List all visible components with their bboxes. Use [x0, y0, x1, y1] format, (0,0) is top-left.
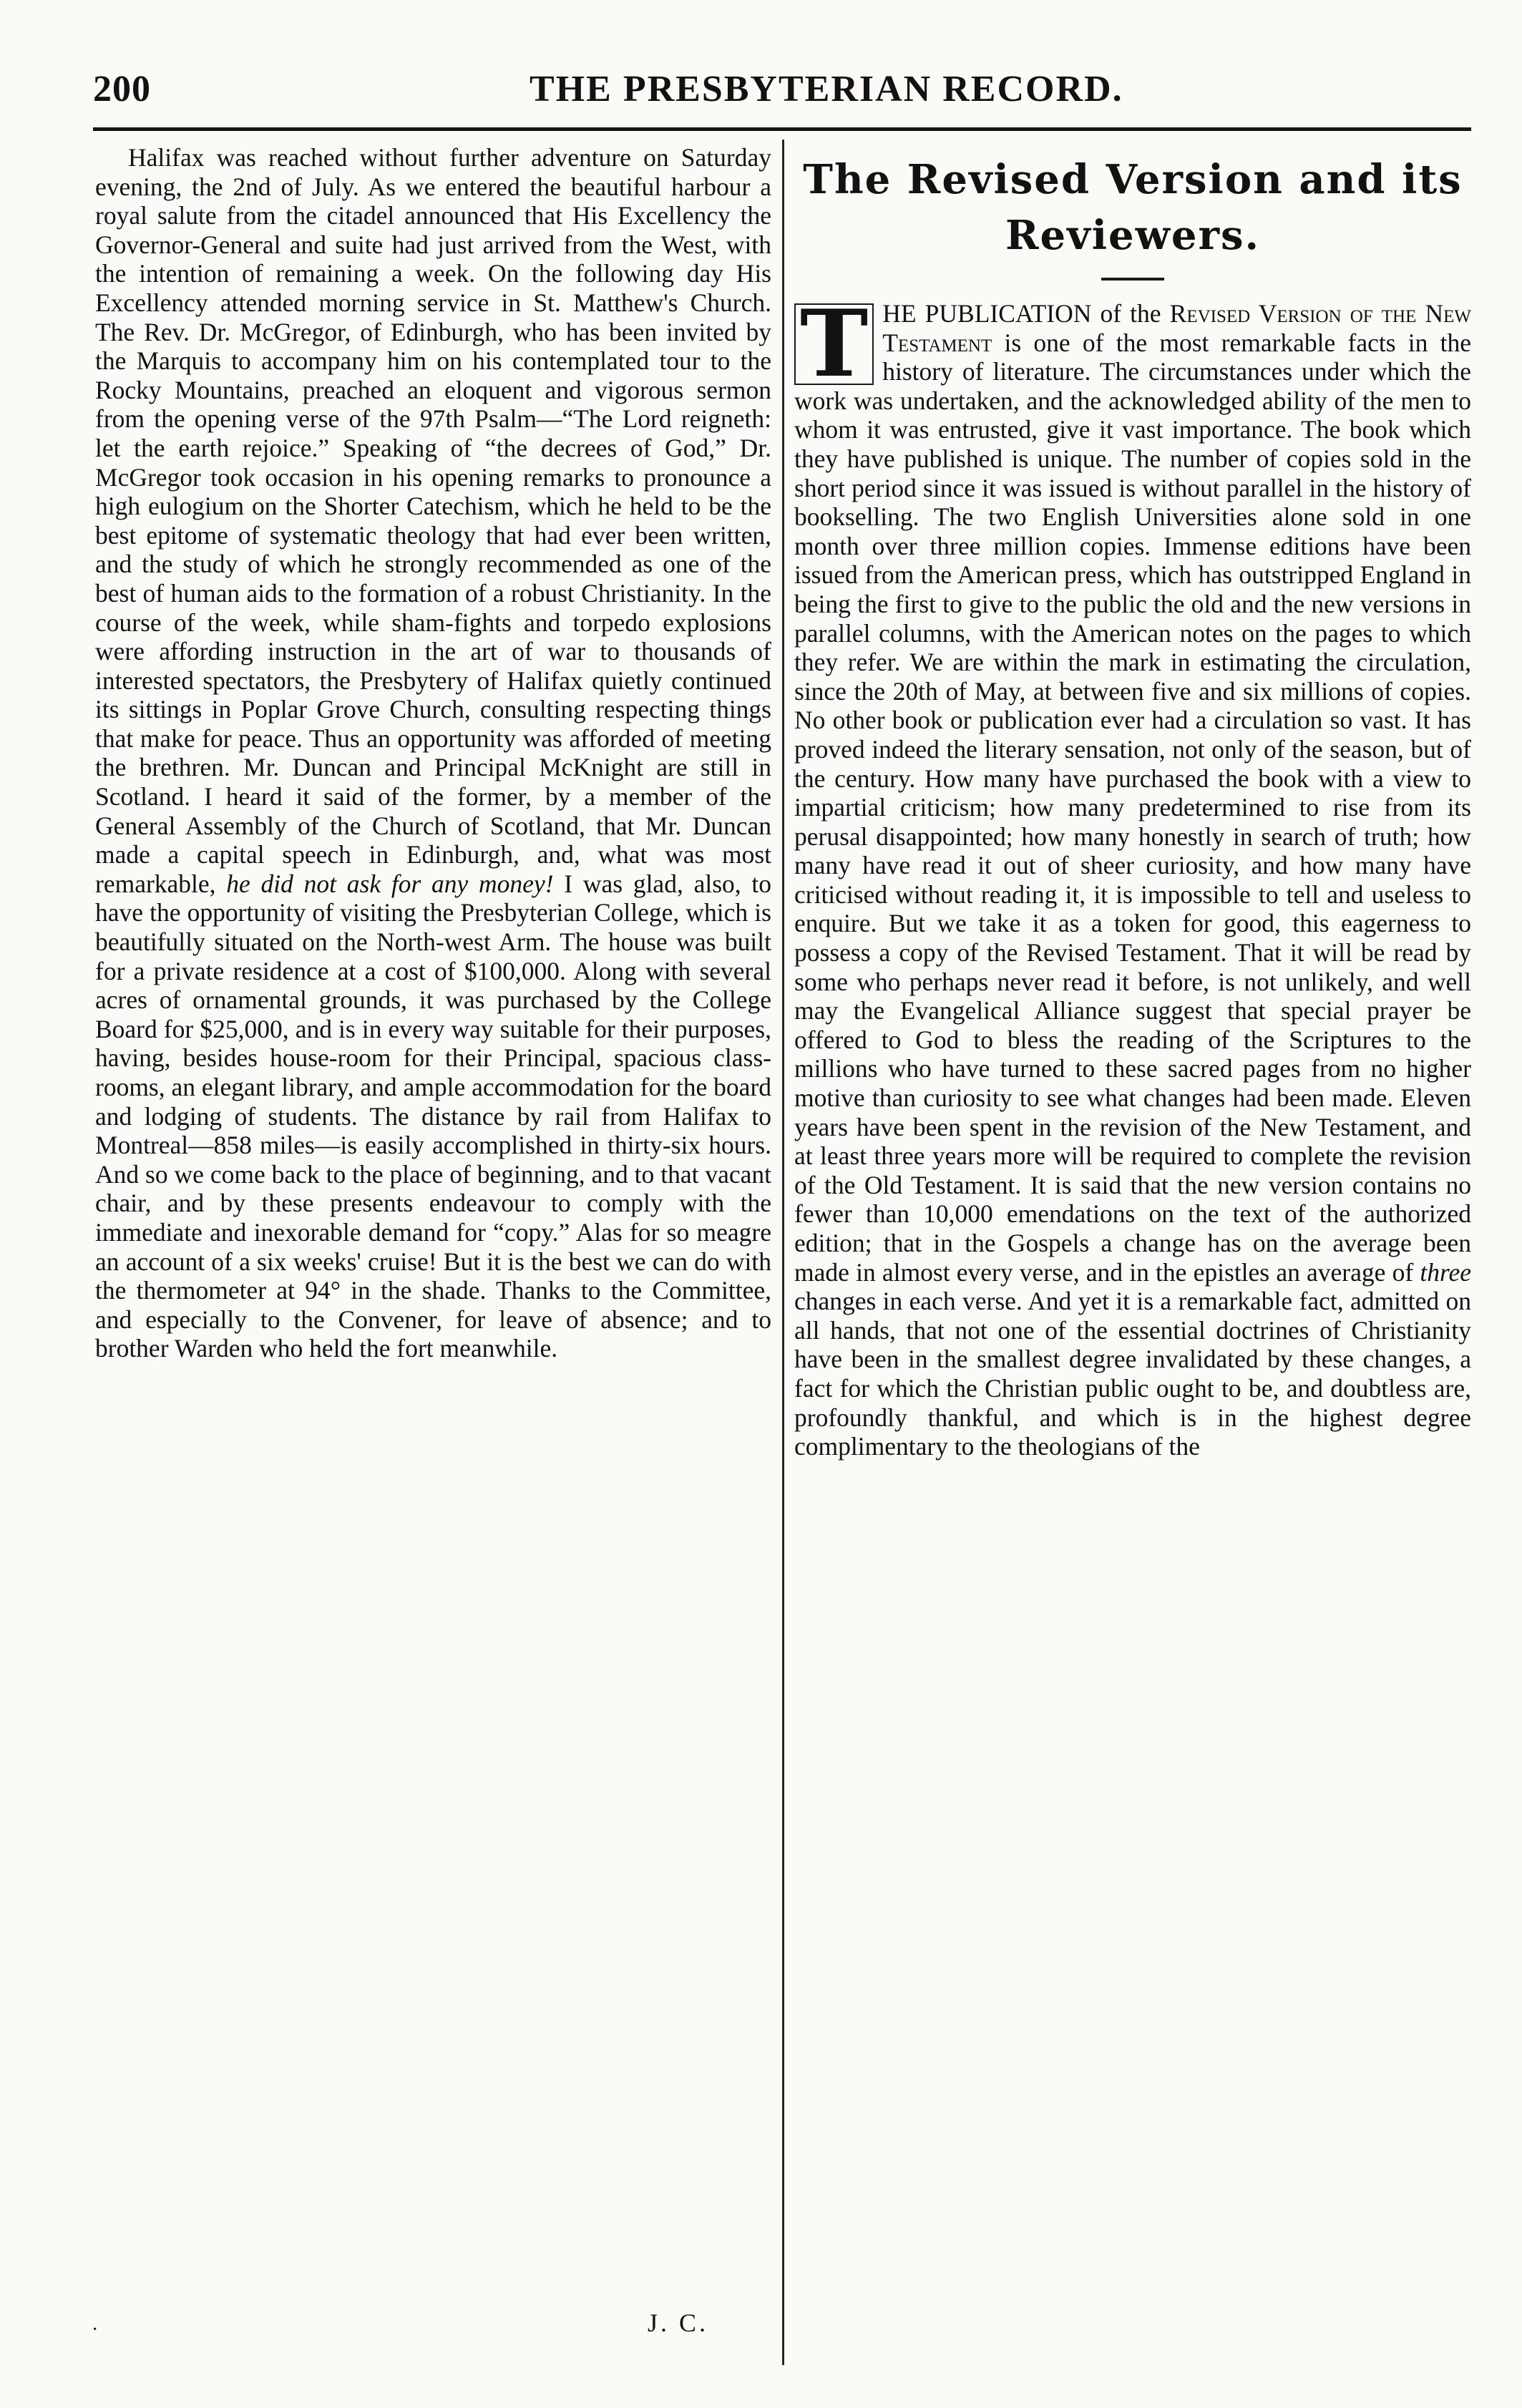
- paragraph-emphasis: he did not ask for any money!: [226, 869, 554, 898]
- lead-caps: HE PUBLICATION: [882, 299, 1092, 328]
- paragraph-text-part1: Halifax was reached without further adventure on Saturday evening, the 2nd of July. As we entered the beautiful harbour a royal salute from the citadel announced that His Excellency the Governor-General and suite had just arrived from the West, with the intention of remaining a week. On the following day His Excellency attended morning service in St. Matthew's Church. The Rev. Dr. McGregor, of Edinburgh, who has been invited by the Marquis to accompany him on his contemplated tour to the Rocky Mountains, preached an eloquent and vigorous sermon from the opening verse of the 97th Psalm—“The Lord reigneth: let the earth rejoice.” Speaking of “the decrees of God,” Dr. McGregor took occasion in his opening remarks to pronounce a high eulogium on the Shorter Catechism, which he held to be the best epitome of systematic theology that had ever been written, and the study of which he strongly recommended as one of the best of human aids to the formation of a robust Christianity. In the course of the week, while sham-fights and torpedo explosions were affording instruction in the art of war to thousands of interested spectators, the Presbytery of Halifax quietly continued its sittings in Poplar Grove Church, consulting respecting things that make for peace. Thus an opportunity was afforded of meeting the brethren. Mr. Duncan and Principal McKnight are still in Scotland. I heard it said of the former, by a member of the General Assembly of the Church of Scotland, that Mr. Duncan made a capital speech in Edinburgh, and, what was most remarkable,: [95, 143, 771, 898]
- article-emphasis: three: [1420, 1257, 1471, 1287]
- header-rule: [93, 127, 1471, 131]
- left-column: [95, 143, 771, 1363]
- title-rule: [1101, 278, 1164, 281]
- article-title: [794, 152, 1471, 263]
- page-header: [93, 68, 1467, 118]
- margin-dot: ·: [92, 2319, 99, 2341]
- lead-of-the: of the: [1091, 299, 1170, 328]
- right-column: [794, 152, 1471, 1461]
- article-title-line2: Reviewers.: [1005, 212, 1260, 259]
- article-body: [794, 291, 1471, 1461]
- author-signature: J. C.: [648, 2309, 709, 2337]
- lead-smallcaps: Revised Version of the New Testament: [882, 299, 1471, 357]
- article-title-line1: The Revised Version and its: [803, 156, 1463, 203]
- running-title: THE PRESBYTERIAN RECORD.: [530, 69, 1123, 109]
- column-divider: [782, 140, 784, 2365]
- article-body-end: changes in each verse. And yet it is a remarkable fact, admitted on all hands, that not one of the essential doctrines of Christianity have been in the smallest degree invalidated by these changes, a fact for which the Christian public ought to be, and doubtless are, profoundly thankful, and which is in the highest degree complimentary to the theologians of the: [794, 1287, 1471, 1461]
- paragraph-text-part2: I was glad, also, to have the opportunity of visiting the Presbyterian College, which is beautifully situated on the North-west Arm. The house was built for a private residence at a cost of $100,000. Along with several acres of ornamental grounds, it was purchased by the College Board for $25,000, and is in every way suitable for their purposes, having, besides house-room for their Principal, spacious class-rooms, an elegant library, and ample accommodation for the board and lodging of students. The distance by rail from Halifax to Montreal—858 miles—is easily accomplished in thirty-six hours. And so we come back to the place of beginning, and to that vacant chair, and by these presents endeavour to comply with the immediate and inexorable demand for “copy.” Alas for so meagre an account of a six weeks' cruise! But it is the best we can do with the thermometer at 94° in the shade. Thanks to the Committee, and especially to the Convener, for leave of absence; and to brother Warden who held the fort meanwhile.: [95, 869, 772, 1363]
- left-column-paragraph: [95, 143, 771, 1363]
- dropcap-letter: T: [794, 303, 874, 385]
- article-body-text: is one of the most remarkable facts in the history of literature. The circumstances under which the work was undertaken, and the acknowledged ability of the men to whom it was entrusted, give it vast importance. The book which they have published is unique. The number of copies sold in the short period since it was issued is without parallel in the history of bookselling. The two English Universities alone sold in one month over three million copies. Immense editions have been issued from the American press, which has outstripped England in being the first to give to the public the old and the new versions in parallel columns, with the American notes on the pages to which they refer. We are within the mark in estimating the circulation, since the 20th of May, at between five and six millions of copies. No other book or publication ever had a circulation so vast. It has proved indeed the literary sensation, not only of the season, but of the century. How many have purchased the book with a view to impartial criticism; how many predetermined to rise from its perusal disappointed; how many honestly in search of truth; how many have read it out of sheer curiosity, and how many have criticised without reading it, it is impossible to tell and useless to enquire. But we take it as a token for good, this eagerness to possess a copy of the Revised Testament. That it will be read by some who perhaps never read it before, is not unlikely, and well may the Evangelical Alliance suggest that special prayer be offered to God to bless the reading of the Scriptures to the millions who have turned to these sacred pages from no higher motive than curiosity to see what changes had been made. Eleven years have been spent in the revision of the New Testament, and at least three years more will be required to complete the revision of the Old Testament. It is said that the new version contains no fewer than 10,000 emendations on the text of the authorized edition; that in the Gospels a change has on the average been made in almost every verse, and in the epistles an average of: [794, 328, 1471, 1287]
- page-number: 200: [93, 69, 151, 109]
